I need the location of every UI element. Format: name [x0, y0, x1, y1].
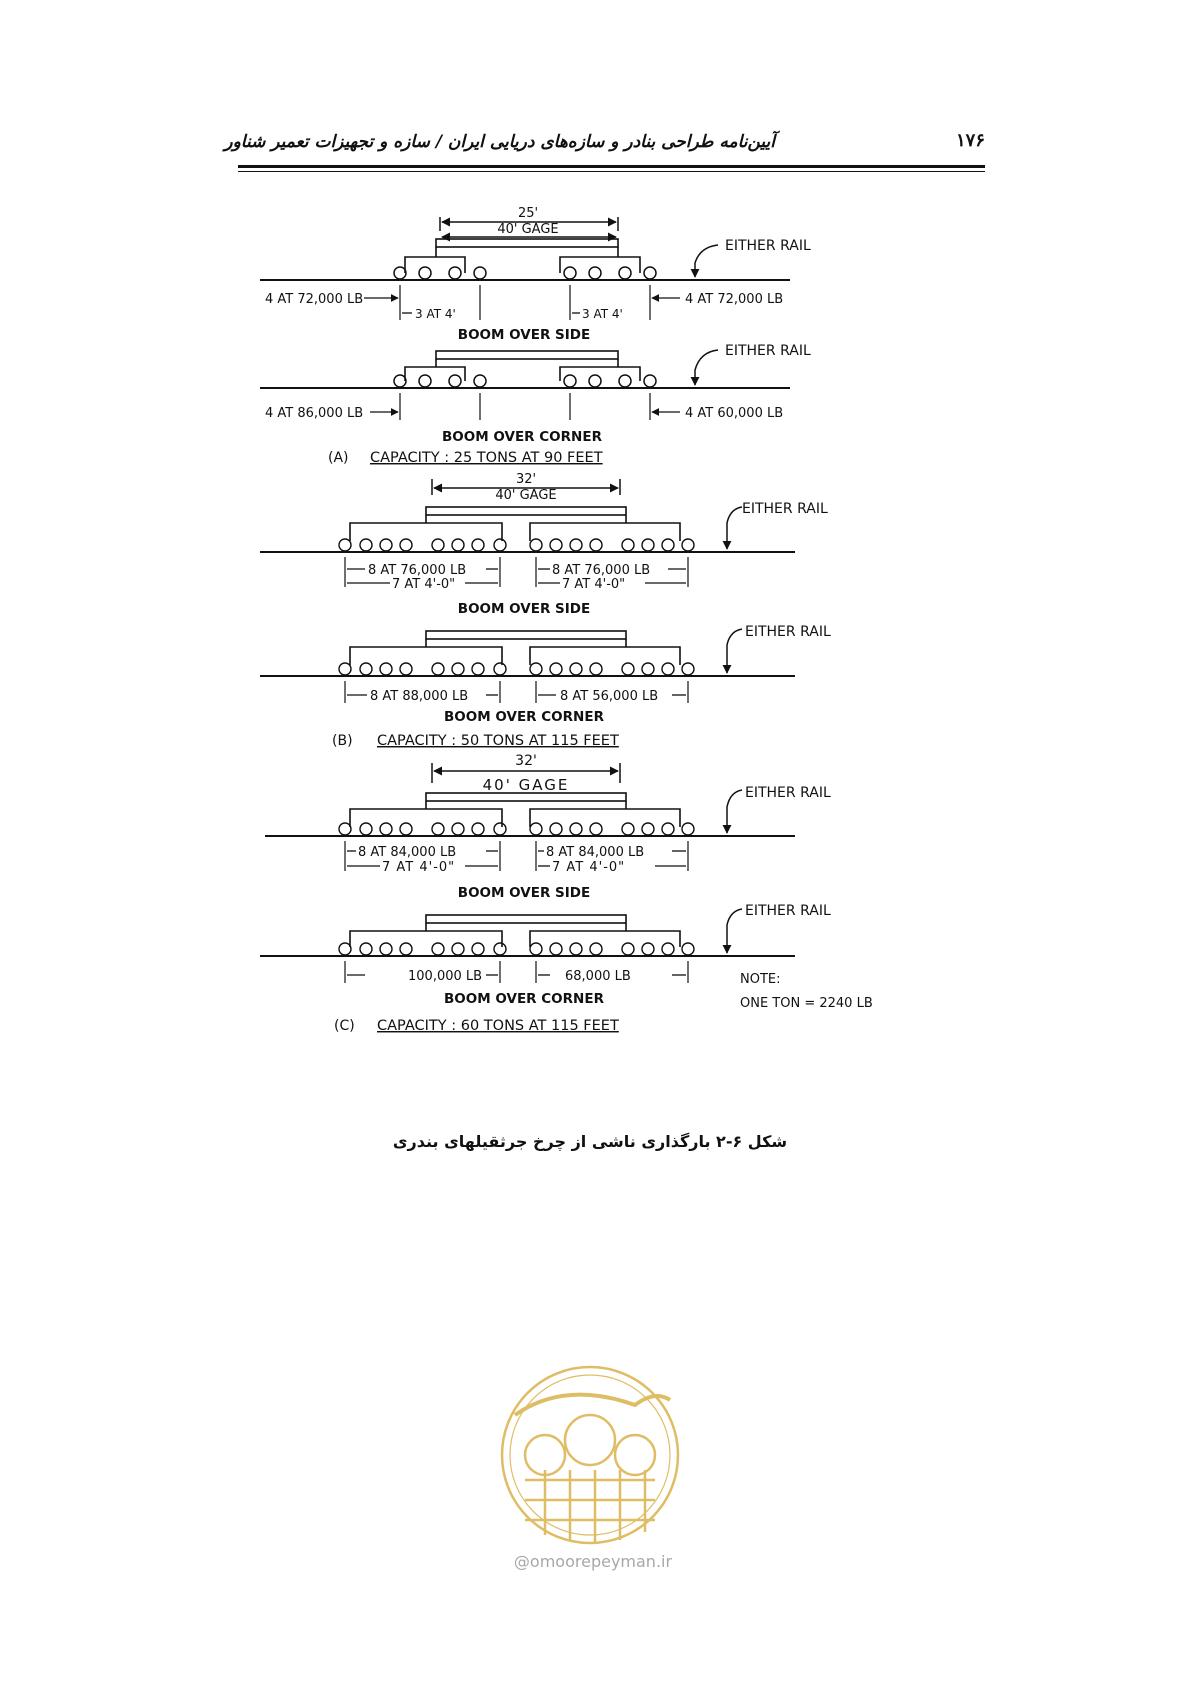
capacity-label: CAPACITY : 50 TONS AT 115 FEET — [377, 733, 619, 749]
left-wheel-spacing: 7 AT 4'-0" — [382, 860, 456, 875]
right-wheel-load: 68,000 LB — [565, 969, 631, 984]
boom-side-title: BOOM OVER SIDE — [457, 327, 591, 343]
left-wheel-spacing: 3 AT 4' — [415, 307, 456, 321]
either-rail-label: EITHER RAIL — [742, 501, 828, 517]
right-wheel-spacing: 7 AT 4'-0" — [562, 577, 626, 592]
right-wheel-load: 4 AT 72,000 LB — [685, 292, 784, 307]
gage-label: 40' GAGE — [482, 776, 570, 794]
watermark-site: @omoorepeyman.ir — [513, 1552, 673, 1571]
either-rail-label: EITHER RAIL — [725, 343, 811, 359]
page-number: ۱۷۶ — [955, 130, 985, 151]
right-wheel-load: 8 AT 84,000 LB — [546, 845, 645, 860]
either-rail-label: EITHER RAIL — [725, 238, 811, 254]
either-rail-label: EITHER RAIL — [745, 903, 831, 919]
boom-corner-title: BOOM OVER CORNER — [444, 709, 604, 725]
crane-diagram-side — [260, 507, 795, 552]
boom-side-title: BOOM OVER SIDE — [457, 885, 591, 901]
left-wheel-load: 4 AT 72,000 LB — [265, 292, 364, 307]
crane-diagram-side — [265, 793, 795, 836]
crane-diagram-corner — [260, 631, 795, 676]
left-wheel-load: 4 AT 86,000 LB — [265, 406, 364, 421]
span-label: 32' — [515, 472, 537, 487]
note-label: NOTE: — [740, 972, 781, 987]
running-title: آیین‌نامه طراحی بنادر و سازه‌های دریایی ایران / سازه و تجهیزات تعمیر شناور — [224, 132, 775, 152]
boom-corner-title: BOOM OVER CORNER — [444, 991, 604, 1007]
right-wheel-spacing: 3 AT 4' — [582, 307, 623, 321]
span-label: 32' — [515, 753, 537, 769]
crane-diagram-side — [260, 239, 790, 280]
either-rail-label: EITHER RAIL — [745, 624, 831, 640]
header-rule-thick — [238, 165, 985, 168]
capacity-label: CAPACITY : 25 TONS AT 90 FEET — [370, 450, 603, 466]
left-wheel-spacing: 7 AT 4'-0" — [392, 577, 456, 592]
span-label: 25' — [517, 206, 539, 221]
capacity-letter: (B) — [332, 733, 353, 749]
left-wheel-load: 8 AT 84,000 LB — [358, 845, 457, 860]
right-wheel-load: 8 AT 76,000 LB — [552, 563, 651, 578]
either-rail-label: EITHER RAIL — [745, 785, 831, 801]
page-header — [224, 128, 985, 168]
right-wheel-spacing: 7 AT 4'-0" — [552, 860, 626, 875]
gage-label: 40' GAGE — [495, 488, 557, 503]
right-wheel-load: 4 AT 60,000 LB — [685, 406, 784, 421]
boom-corner-title: BOOM OVER CORNER — [442, 429, 602, 445]
figure-caption: شکل ۶-۲ بارگذاری ناشی از چرخ جرثقیلهای بندری — [392, 1132, 788, 1151]
left-wheel-load: 8 AT 88,000 LB — [370, 689, 469, 704]
left-wheel-load: 8 AT 76,000 LB — [368, 563, 467, 578]
note-text: ONE TON = 2240 LB — [740, 996, 873, 1011]
omoorepeyman-logo-icon — [485, 1360, 695, 1550]
capacity-label: CAPACITY : 60 TONS AT 115 FEET — [377, 1018, 619, 1034]
right-wheel-load: 8 AT 56,000 LB — [560, 689, 659, 704]
capacity-letter: (A) — [328, 450, 349, 466]
header-rule-thin — [238, 171, 985, 172]
crane-diagram-corner — [260, 351, 790, 388]
gage-label: 40' GAGE — [497, 222, 559, 237]
boom-side-title: BOOM OVER SIDE — [457, 601, 591, 617]
left-wheel-load: 100,000 LB — [408, 969, 483, 984]
capacity-letter: (C) — [334, 1018, 355, 1034]
crane-diagram-corner — [260, 915, 795, 956]
crane-wheel-load-figure — [260, 205, 940, 1085]
